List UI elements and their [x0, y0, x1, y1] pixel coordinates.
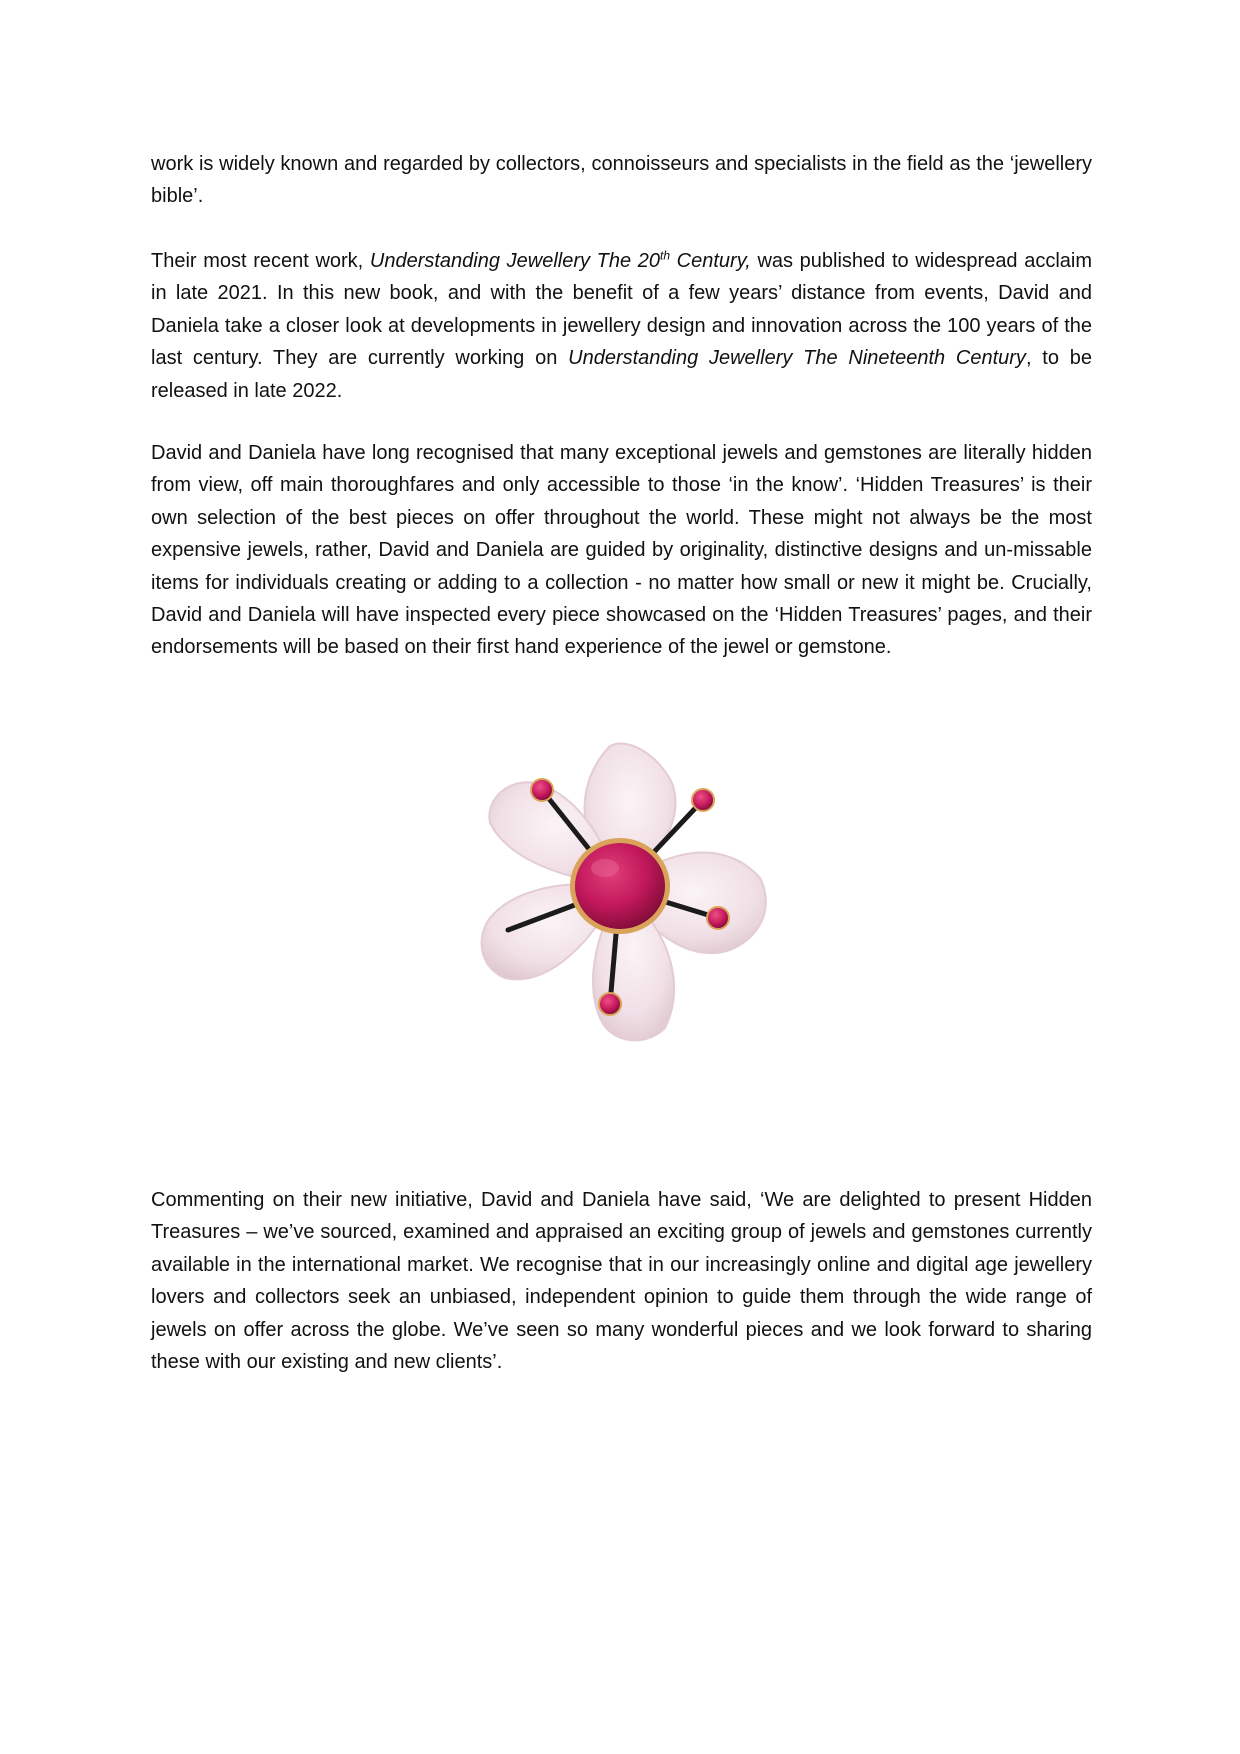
book-title-superscript: th — [660, 248, 671, 263]
brooch-center-ruby — [570, 838, 670, 934]
paragraph-jewellery-bible: work is widely known and regarded by collectors, connoisseurs and specialists in the field as the ‘jewellery bible’. — [151, 153, 1092, 208]
flower-brooch-illustration — [460, 738, 780, 1068]
paragraph-recent-work — [151, 245, 1092, 407]
book-title-20th-century-part-a: Understanding Jewellery The 20 — [369, 250, 661, 272]
paragraph-recent-work-middle: was published to widespread acclaim in late 2021. In this new book, and with the benefit of a few years’ distance from events, David and Daniela take a closer look at developments in jewellery design and innovation across the 100 years of the last century. They are currently working on — [151, 250, 1093, 370]
book-title-20th-century-part-b: Century, — [670, 250, 751, 272]
flower-brooch-image — [460, 738, 780, 1068]
paragraph-recent-work-end: , to be released in late 2022. — [151, 347, 1092, 402]
book-title-nineteenth-century: Understanding Jewellery The Nineteenth Century — [568, 347, 1026, 370]
book-title-20th-century — [370, 250, 751, 272]
paragraph-hidden-treasures: David and Daniela have long recognised that many exceptional jewels and gemstones are literally hidden from view, off main thoroughfares and only accessible to those ‘in the know’. ‘Hidden Treasures’ is their own selection of the best pieces on offer throughout the world. These might not always be the most expensive jewels, rather, David and Daniela are guided by originality, distinctive designs and un-missable items for individuals creating or adding to a collection - no matter how small or new it might be. Crucially, David and Daniela will have inspected every piece showcased on the ‘Hidden Treasures’ pages, and their endorsements will be based on their first hand experience of the jewel or gemstone. — [151, 442, 1092, 659]
paragraph-recent-work-intro: Their most recent work, — [151, 250, 370, 272]
paragraph-new-initiative-quote: Commenting on their new initiative, David and Daniela have said, ‘We are delighted to present Hidden Treasures – we’ve sourced, examined and appraised an exciting group of jewels and gemstones currently available in the international market. We recognise that in our increasingly online and digital age jewellery lovers and collectors seek an unbiased, independent opinion to guide them through the wide range of jewels on offer across the globe. We’ve seen so many wonderful pieces and we look forward to sharing these with our existing and new clients’. — [151, 1189, 1092, 1374]
